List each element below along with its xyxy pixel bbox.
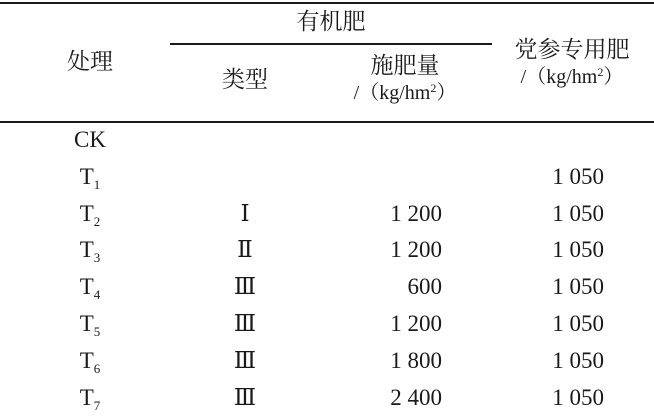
- application-amount-cell: 1 800: [390, 347, 442, 373]
- treatment-subscript: 3: [93, 250, 101, 266]
- treatment-code: T: [79, 311, 94, 336]
- codonopsis-fertilizer-cell: 1 050: [552, 274, 604, 300]
- treatment-cell: [30, 347, 150, 375]
- treatment-cell: [30, 163, 150, 191]
- type-cell: Ⅰ: [240, 200, 250, 226]
- type-column-header: 类型: [222, 67, 268, 92]
- organic-fertilizer-group-rule: [170, 43, 492, 45]
- application-amount-column-header: [320, 52, 490, 106]
- application-amount-unit-suffix: ）: [436, 82, 457, 104]
- organic-fertilizer-group-header: 有机肥: [296, 9, 366, 34]
- codonopsis-fertilizer-cell: 1 050: [552, 237, 604, 263]
- table-row: [0, 273, 654, 309]
- codonopsis-fertilizer-unit-prefix: /（kg/hm: [520, 66, 598, 88]
- treatment-code: T: [79, 200, 94, 226]
- type-cell: Ⅲ: [233, 311, 257, 336]
- type-cell: Ⅲ: [233, 274, 257, 300]
- treatment-code: T: [79, 347, 94, 373]
- treatment-subscript: 5: [93, 324, 101, 339]
- treatment-code: T: [79, 274, 94, 300]
- table-row: [0, 200, 654, 236]
- application-amount-cell: 2 400: [390, 384, 442, 410]
- treatment-subscript: 1: [93, 176, 101, 192]
- treatment-cell: [30, 236, 150, 264]
- table-top-rule: [0, 2, 654, 4]
- application-amount-cell: 1 200: [390, 237, 442, 263]
- application-amount-cell: 1 200: [390, 311, 442, 336]
- treatment-cell: [30, 310, 150, 338]
- codonopsis-fertilizer-unit: [492, 64, 652, 90]
- table-row: [0, 126, 654, 162]
- treatment-cell: [30, 273, 150, 301]
- table-row: [0, 384, 654, 420]
- application-amount-unit: [320, 80, 490, 106]
- application-amount-unit-prefix: /（kg/hm: [353, 82, 431, 104]
- type-cell: Ⅲ: [233, 347, 257, 373]
- type-cell: Ⅲ: [233, 384, 257, 410]
- table-header-rule: [0, 121, 654, 123]
- treatment-code: CK: [74, 127, 106, 152]
- treatment-column-header: 处理: [67, 49, 113, 74]
- codonopsis-fertilizer-column-header: [492, 36, 652, 90]
- codonopsis-fertilizer-cell: 1 050: [552, 200, 604, 226]
- codonopsis-fertilizer-cell: 1 050: [552, 163, 604, 189]
- treatment-subscript: 6: [93, 360, 101, 376]
- treatment-code: T: [79, 237, 94, 263]
- application-amount-cell: 1 200: [390, 200, 442, 226]
- table-row: [0, 236, 654, 272]
- treatment-subscript: 2: [93, 213, 101, 229]
- type-cell: Ⅱ: [237, 237, 253, 263]
- application-amount-cell: 600: [407, 274, 442, 300]
- treatment-subscript: 4: [93, 287, 101, 303]
- application-amount-unit-exponent: 2: [430, 81, 437, 95]
- treatment-cell: [30, 200, 150, 228]
- treatment-code: T: [79, 163, 94, 189]
- table-row: [0, 310, 654, 346]
- treatment-cell: [30, 384, 150, 412]
- codonopsis-fertilizer-cell: 1 050: [552, 384, 604, 410]
- treatment-subscript: 7: [93, 397, 101, 413]
- codonopsis-fertilizer-unit-exponent: 2: [597, 65, 604, 79]
- codonopsis-fertilizer-cell: 1 050: [552, 347, 604, 373]
- codonopsis-fertilizer-cell: 1 050: [552, 311, 604, 336]
- codonopsis-fertilizer-label: 党参专用肥: [514, 37, 630, 62]
- treatment-cell: [30, 126, 150, 154]
- table-row: [0, 163, 654, 199]
- application-amount-label: 施肥量: [370, 53, 440, 78]
- table-row: [0, 347, 654, 383]
- codonopsis-fertilizer-unit-suffix: ）: [603, 66, 624, 88]
- treatment-code: T: [79, 384, 94, 410]
